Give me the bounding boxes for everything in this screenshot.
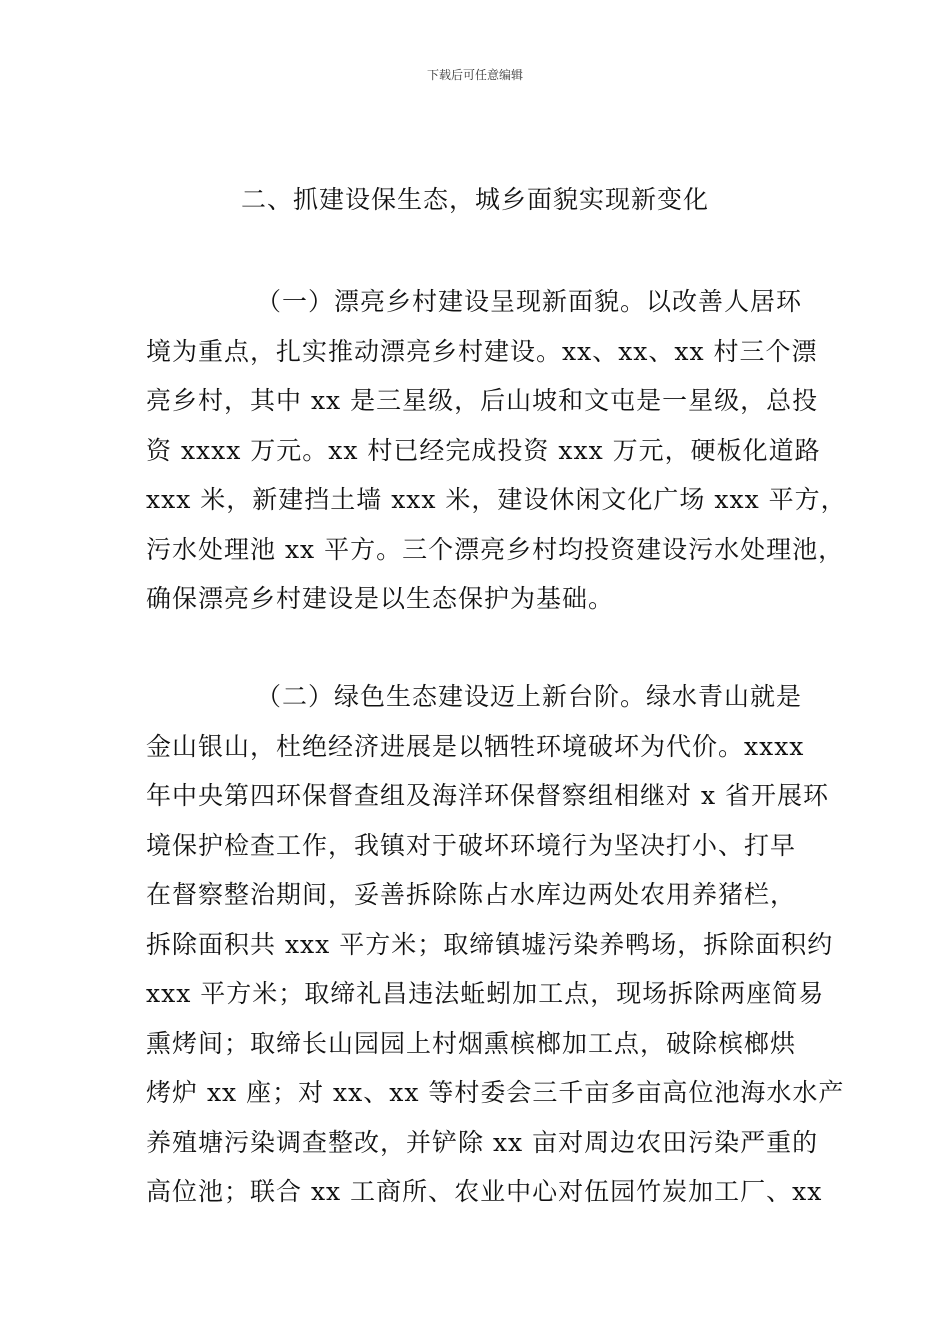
- paragraph-line: （一）漂亮乡村建设呈现新面貌。以改善人居环: [256, 287, 803, 316]
- paragraph-line: 养殖塘污染调查整改，并铲除 xx 亩对周边农田污染严重的: [146, 1127, 819, 1157]
- paragraph-line: （二）绿色生态建设迈上新台阶。绿水青山就是: [256, 682, 803, 711]
- paragraph-line: 高位池；联合 xx 工商所、农业中心对伍园竹炭加工厂、xx: [146, 1177, 823, 1206]
- paragraph-line: 年中央第四环保督查组及海洋环保督察组相继对 x 省开展环: [146, 781, 829, 810]
- section-heading: 二、抓建设保生态，城乡面貌实现新变化: [240, 185, 709, 214]
- paragraph-line: 金山银山，杜绝经济进展是以牺牲环境破坏为代价。xxxx: [146, 731, 805, 761]
- paragraph-line: 拆除面积共 xxx 平方米；取缔镇墟污染养鸭场，拆除面积约: [146, 929, 834, 959]
- paragraph-line: 资 xxxx 万元。xx 村已经完成投资 xxx 万元，硬板化道路: [146, 435, 821, 465]
- paragraph-line: 污水处理池 xx 平方。三个漂亮乡村均投资建设污水处理池，: [146, 534, 845, 564]
- paragraph-green-ecology: [146, 672, 845, 1217]
- paragraph-line: 在督察整治期间，妥善拆除陈占水库边两处农用养猪栏，: [146, 880, 797, 909]
- paragraph-line: xxx 平方米；取缔礼昌违法蚯蚓加工点，现场拆除两座简易: [146, 979, 825, 1008]
- paragraph-line: 熏烤间；取缔长山园园上村烟熏槟榔加工点，破除槟榔烘: [146, 1028, 797, 1058]
- paragraph-line: xxx 米，新建挡土墙 xxx 米，建设休闲文化广场 xxx 平方，: [146, 485, 847, 514]
- paragraph-beautiful-villages: [146, 277, 847, 624]
- paragraph-line: 烤炉 xx 座；对 xx、xx 等村委会三千亩多亩高位池海水水产: [146, 1078, 845, 1107]
- paragraph-line: 确保漂亮乡村建设是以生态保护为基础。: [146, 584, 615, 613]
- header-note: 下载后可任意编辑: [426, 68, 523, 82]
- paragraph-line: 境保护检查工作，我镇对于破坏环境行为坚决打小、打早: [146, 830, 797, 860]
- paragraph-line: 亮乡村，其中 xx 是三星级，后山坡和文屯是一星级，总投: [146, 386, 819, 415]
- paragraph-line: 境为重点，扎实推动漂亮乡村建设。xx、xx、xx 村三个漂: [146, 336, 818, 366]
